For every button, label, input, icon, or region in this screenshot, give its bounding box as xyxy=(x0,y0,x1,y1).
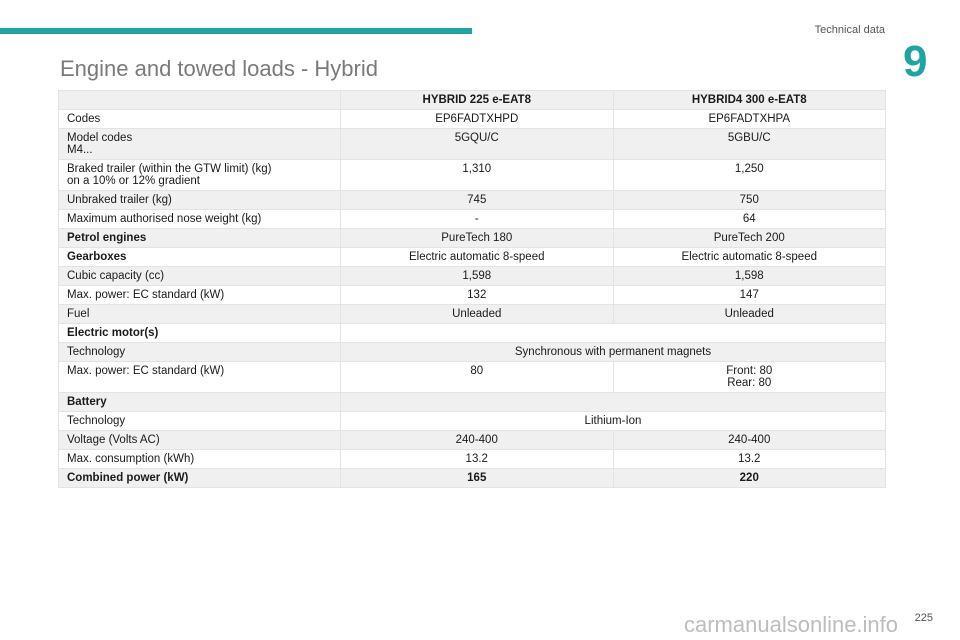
cell-value: 240-400 xyxy=(613,431,886,450)
table-section-row xyxy=(59,324,886,343)
cell-value-line: Front: 80 xyxy=(726,365,773,377)
row-label: Max. power: EC standard (kW) xyxy=(59,362,341,393)
cell-value: 13.2 xyxy=(613,450,886,469)
row-label xyxy=(59,160,341,191)
row-label: Technology xyxy=(59,412,341,431)
cell-value xyxy=(613,362,886,393)
cell-value: 240-400 xyxy=(341,431,614,450)
empty-cell xyxy=(341,393,886,412)
table-section-row xyxy=(59,393,886,412)
table-row xyxy=(59,160,886,191)
section-heading-battery: Battery xyxy=(59,393,341,412)
empty-cell xyxy=(341,324,886,343)
spec-table xyxy=(58,90,886,488)
cell-value: EP6FADTXHPD xyxy=(341,110,614,129)
row-label: Fuel xyxy=(59,305,341,324)
table-row xyxy=(59,248,886,267)
table-row xyxy=(59,229,886,248)
cell-value: 1,250 xyxy=(613,160,886,191)
column-header-hybrid-225: HYBRID 225 e-EAT8 xyxy=(341,91,614,110)
cell-value: Unleaded xyxy=(613,305,886,324)
cell-value: - xyxy=(341,210,614,229)
row-label: Voltage (Volts AC) xyxy=(59,431,341,450)
cell-value: 80 xyxy=(341,362,614,393)
row-label xyxy=(59,129,341,160)
table-row xyxy=(59,267,886,286)
cell-value: 1,310 xyxy=(341,160,614,191)
section-heading-motor: Electric motor(s) xyxy=(59,324,341,343)
cell-value: Lithium-Ion xyxy=(341,412,886,431)
row-label: Max. consumption (kWh) xyxy=(59,450,341,469)
table-row xyxy=(59,343,886,362)
table-row xyxy=(59,431,886,450)
column-header-hybrid4-300: HYBRID4 300 e-EAT8 xyxy=(613,91,886,110)
cell-value: 5GQU/C xyxy=(341,129,614,160)
table-row xyxy=(59,450,886,469)
cell-value: 147 xyxy=(613,286,886,305)
cell-value: PureTech 200 xyxy=(613,229,886,248)
row-label-line: M4... xyxy=(67,144,93,156)
column-header-empty xyxy=(59,91,341,110)
row-label: Technology xyxy=(59,343,341,362)
table-row xyxy=(59,412,886,431)
top-accent-bar xyxy=(0,28,472,34)
section-label: Technical data xyxy=(814,24,885,36)
page-title: Engine and towed loads - Hybrid xyxy=(60,56,378,81)
cell-value: Synchronous with permanent magnets xyxy=(341,343,886,362)
cell-value-line: Rear: 80 xyxy=(727,377,772,389)
row-label-line: Model codes xyxy=(67,132,133,144)
cell-value: 64 xyxy=(613,210,886,229)
cell-value: 745 xyxy=(341,191,614,210)
table-header-row xyxy=(59,91,886,110)
table-row xyxy=(59,469,886,488)
table-row xyxy=(59,110,886,129)
watermark-logo: carmanualsonline.info xyxy=(684,612,899,637)
table-row xyxy=(59,210,886,229)
cell-value: 165 xyxy=(341,469,614,488)
cell-value: Electric automatic 8-speed xyxy=(341,248,614,267)
row-label: Combined power (kW) xyxy=(59,469,341,488)
cell-value: 5GBU/C xyxy=(613,129,886,160)
table-row xyxy=(59,129,886,160)
cell-value: 132 xyxy=(341,286,614,305)
table-row xyxy=(59,305,886,324)
cell-value: 1,598 xyxy=(613,267,886,286)
row-label: Max. power: EC standard (kW) xyxy=(59,286,341,305)
cell-value: 13.2 xyxy=(341,450,614,469)
row-label: Cubic capacity (cc) xyxy=(59,267,341,286)
table-row xyxy=(59,191,886,210)
cell-value: Electric automatic 8-speed xyxy=(613,248,886,267)
cell-value: 1,598 xyxy=(341,267,614,286)
table-row xyxy=(59,362,886,393)
table-row xyxy=(59,286,886,305)
row-label: Gearboxes xyxy=(59,248,341,267)
row-label: Unbraked trailer (kg) xyxy=(59,191,341,210)
cell-value: PureTech 180 xyxy=(341,229,614,248)
chapter-number: 9 xyxy=(903,37,928,86)
cell-value: 220 xyxy=(613,469,886,488)
row-label: Codes xyxy=(59,110,341,129)
page-number: 225 xyxy=(914,612,933,624)
cell-value: 750 xyxy=(613,191,886,210)
row-label: Maximum authorised nose weight (kg) xyxy=(59,210,341,229)
cell-value: EP6FADTXHPA xyxy=(613,110,886,129)
row-label: Petrol engines xyxy=(59,229,341,248)
row-label-line: on a 10% or 12% gradient xyxy=(67,175,200,187)
row-label-line: Braked trailer (within the GTW limit) (kg) xyxy=(67,163,272,175)
cell-value: Unleaded xyxy=(341,305,614,324)
